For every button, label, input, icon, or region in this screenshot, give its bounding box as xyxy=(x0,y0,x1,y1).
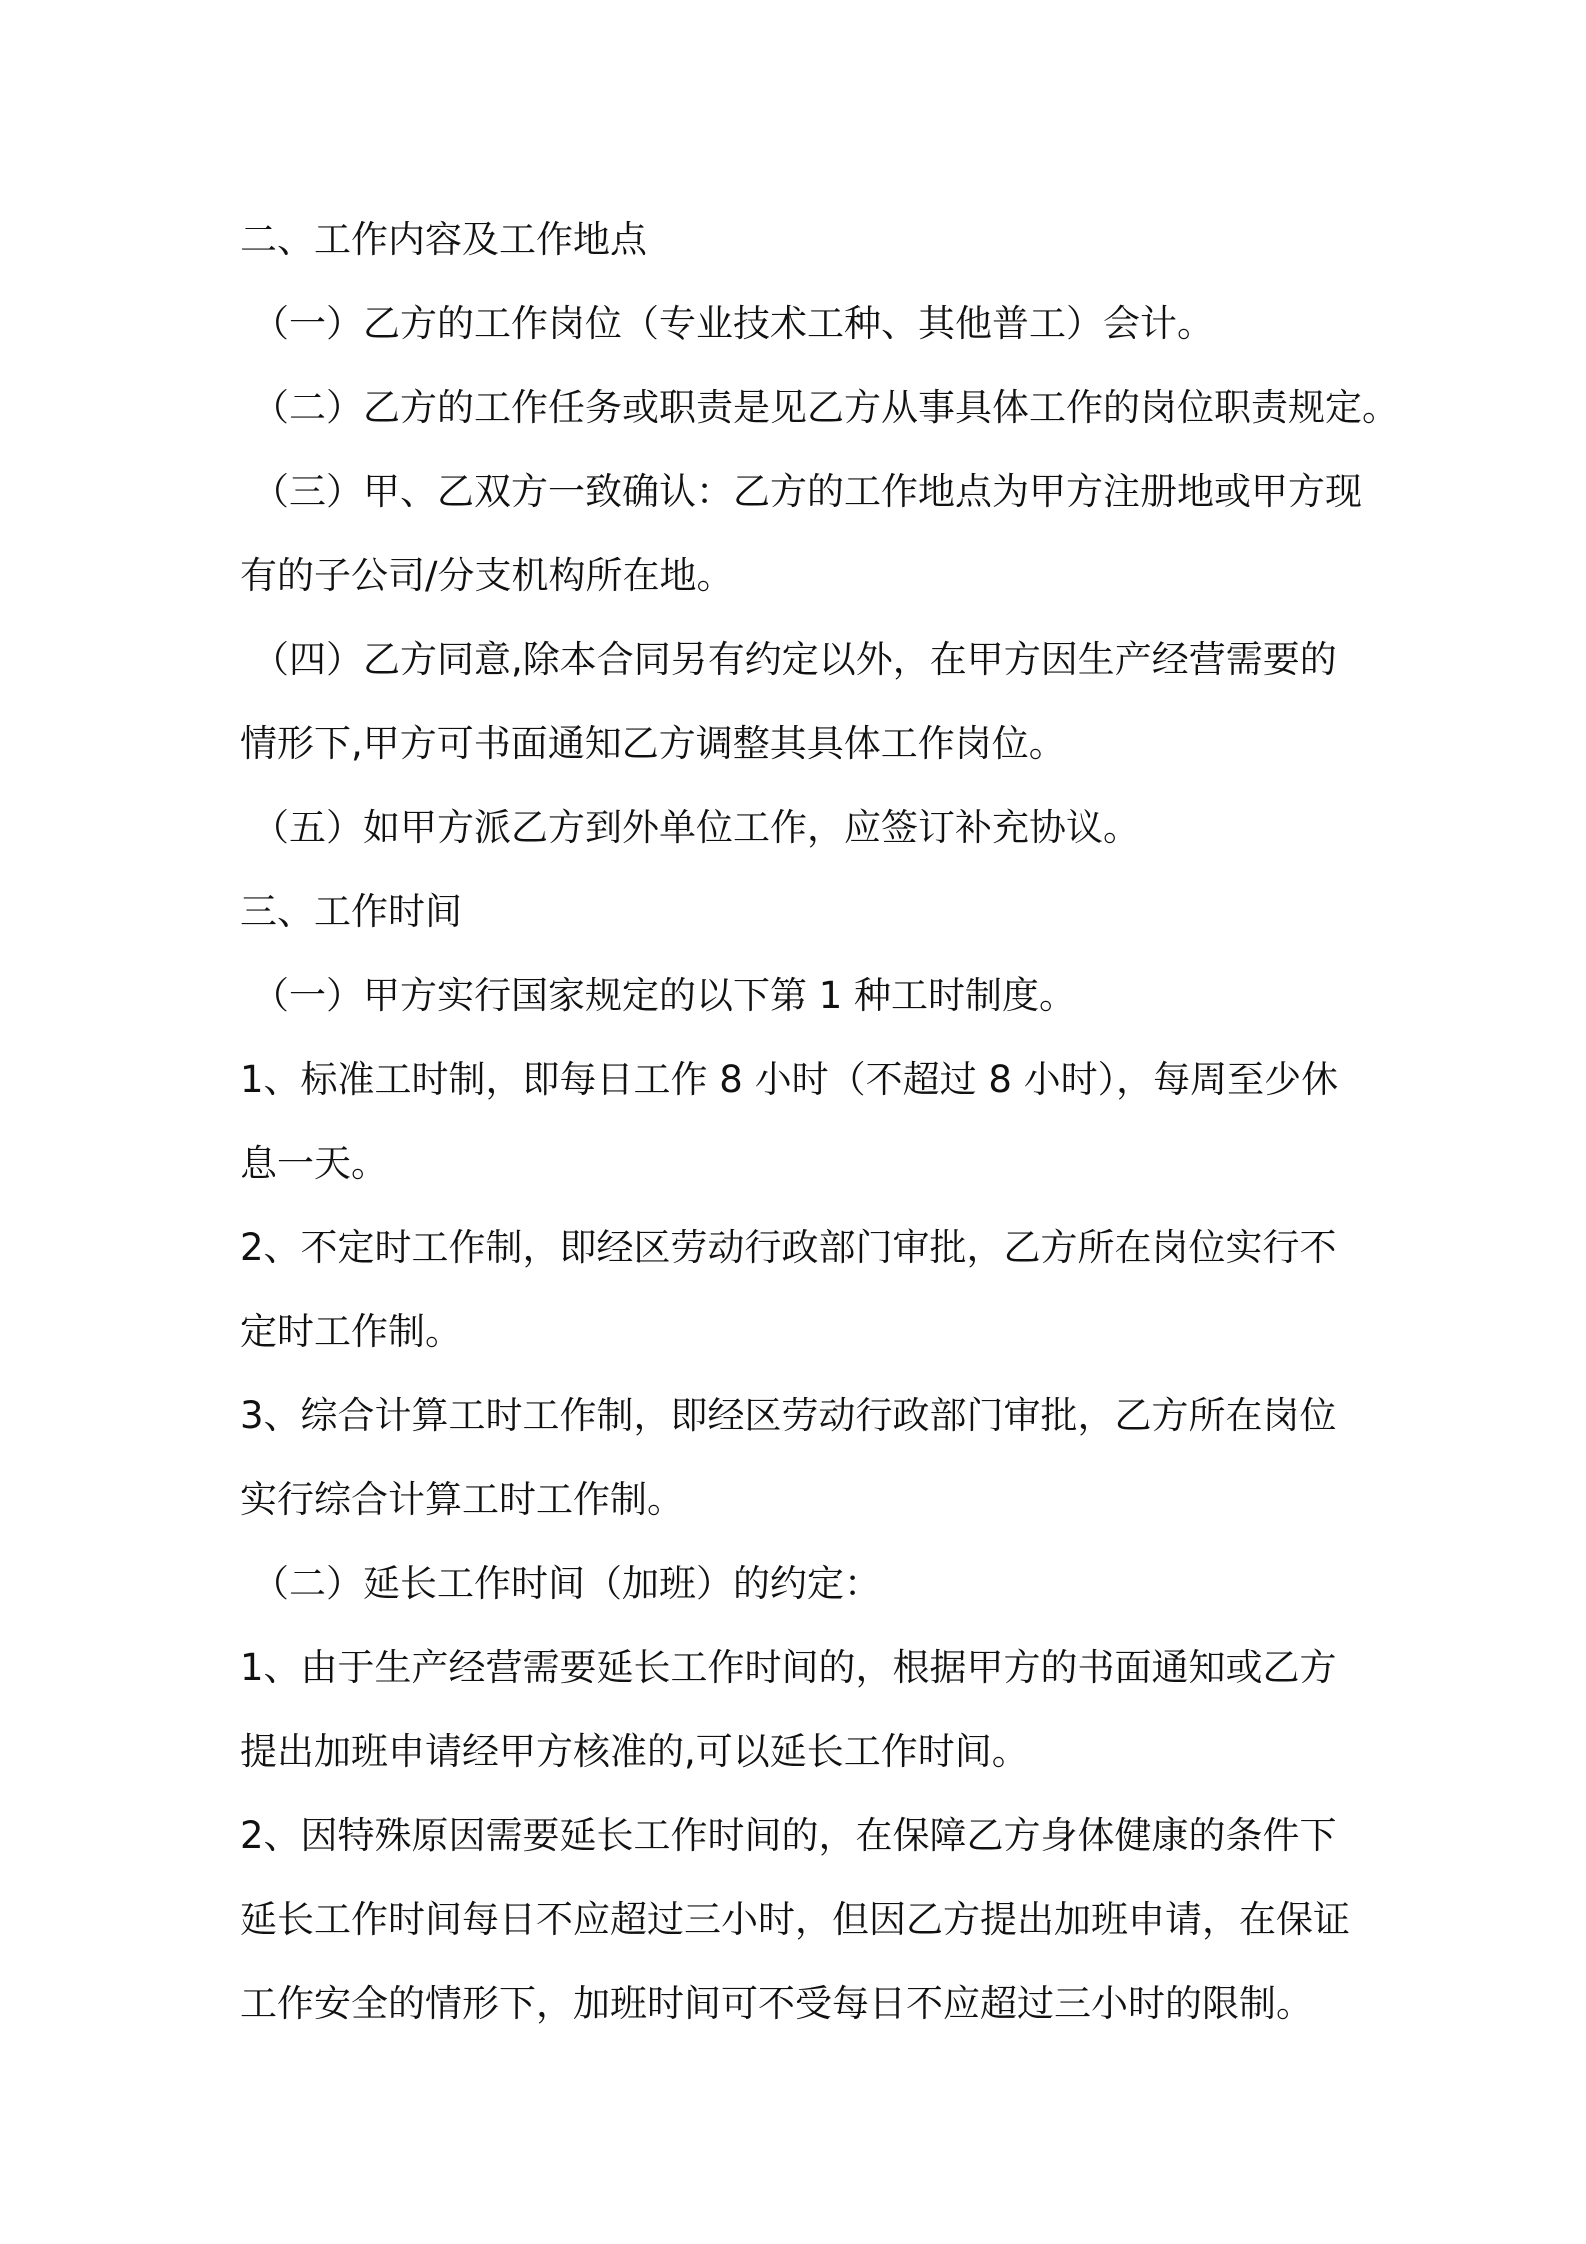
list-item-text-continued: 定时工作制。 xyxy=(240,1310,462,1353)
list-item-text: 1、标准工时制，即每日工作 8 小时（不超过 8 小时），每周至少休 xyxy=(240,1058,1339,1101)
list-item-text-continued: 实行综合计算工时工作制。 xyxy=(240,1478,684,1521)
clause-text: （二）延长工作时间（加班）的约定： xyxy=(252,1562,881,1605)
clause-text: （二）乙方的工作任务或职责是见乙方从事具体工作的岗位职责规定。 xyxy=(252,386,1399,429)
list-item-text-continued: 息一天。 xyxy=(240,1142,388,1185)
clause-text: （四）乙方同意,除本合同另有约定以外，在甲方因生产经营需要的 xyxy=(252,638,1337,681)
clause-text: （五）如甲方派乙方到外单位工作，应签订补充协议。 xyxy=(252,806,1140,849)
clause-text-continued: 有的子公司/分支机构所在地。 xyxy=(240,554,734,597)
clause-text-continued: 情形下,甲方可书面通知乙方调整其具体工作岗位。 xyxy=(240,722,1066,765)
section-heading-work-time: 三、工作时间 xyxy=(240,890,462,933)
section-heading-work-content: 二、工作内容及工作地点 xyxy=(240,218,647,261)
clause-text: （一）甲方实行国家规定的以下第 1 种工时制度。 xyxy=(252,974,1077,1017)
list-item-text: 1、由于生产经营需要延长工作时间的，根据甲方的书面通知或乙方 xyxy=(240,1646,1337,1689)
list-item-text-continued: 提出加班申请经甲方核准的,可以延长工作时间。 xyxy=(240,1730,1029,1773)
list-item-text-continued: 延长工作时间每日不应超过三小时，但因乙方提出加班申请，在保证 xyxy=(240,1898,1350,1941)
document-body xyxy=(240,198,1400,2046)
list-item-text: 2、不定时工作制，即经区劳动行政部门审批，乙方所在岗位实行不 xyxy=(240,1226,1337,1269)
clause-text: （一）乙方的工作岗位（专业技术工种、其他普工）会计。 xyxy=(252,302,1214,345)
list-item-text-continued: 工作安全的情形下，加班时间可不受每日不应超过三小时的限制。 xyxy=(240,1982,1313,2025)
list-item-text: 2、因特殊原因需要延长工作时间的，在保障乙方身体健康的条件下 xyxy=(240,1814,1337,1857)
clause-text: （三）甲、乙双方一致确认：乙方的工作地点为甲方注册地或甲方现 xyxy=(252,470,1362,513)
list-item-text: 3、综合计算工时工作制，即经区劳动行政部门审批，乙方所在岗位 xyxy=(240,1394,1337,1437)
